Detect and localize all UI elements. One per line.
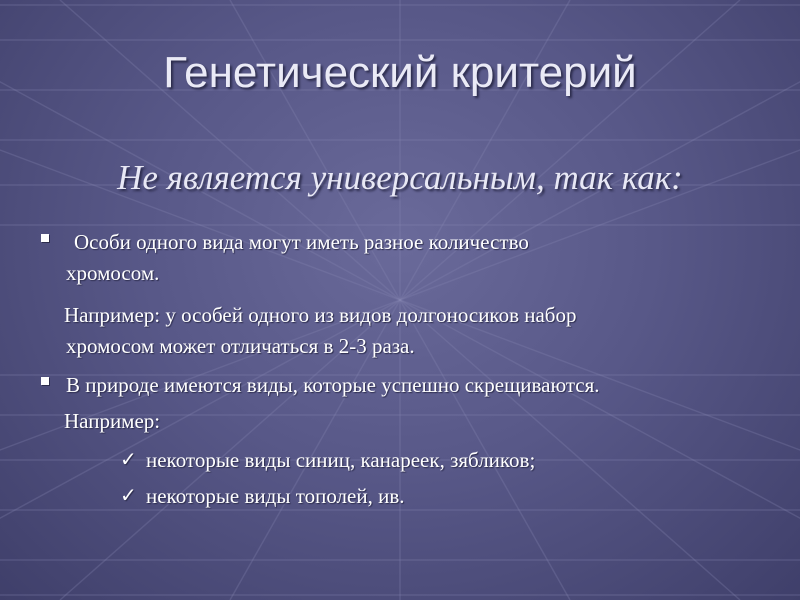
check-icon: ✓ <box>120 447 137 471</box>
example-line: Например: у особей одного из видов долгоносиков набор <box>64 303 577 327</box>
example-line: Например: <box>64 409 161 433</box>
square-bullet-icon <box>41 377 49 385</box>
square-bullet-icon <box>41 234 49 242</box>
bullet-item-line: В природе имеются виды, которые успешно скрещиваются. <box>66 373 600 397</box>
example-line: хромосом может отличаться в 2-3 раза. <box>66 334 415 358</box>
slide-subtitle: Не является универсальным, так как: <box>117 158 683 197</box>
bullet-item-line: Особи одного вида могут иметь разное количество <box>74 230 529 254</box>
slide-title: Генетический критерий <box>163 48 637 97</box>
bullet-item-line: хромосом. <box>66 261 160 285</box>
check-item-line: некоторые виды синиц, канареек, зябликов; <box>146 448 536 472</box>
check-item-line: некоторые виды тополей, ив. <box>146 484 405 508</box>
check-icon: ✓ <box>120 483 137 507</box>
